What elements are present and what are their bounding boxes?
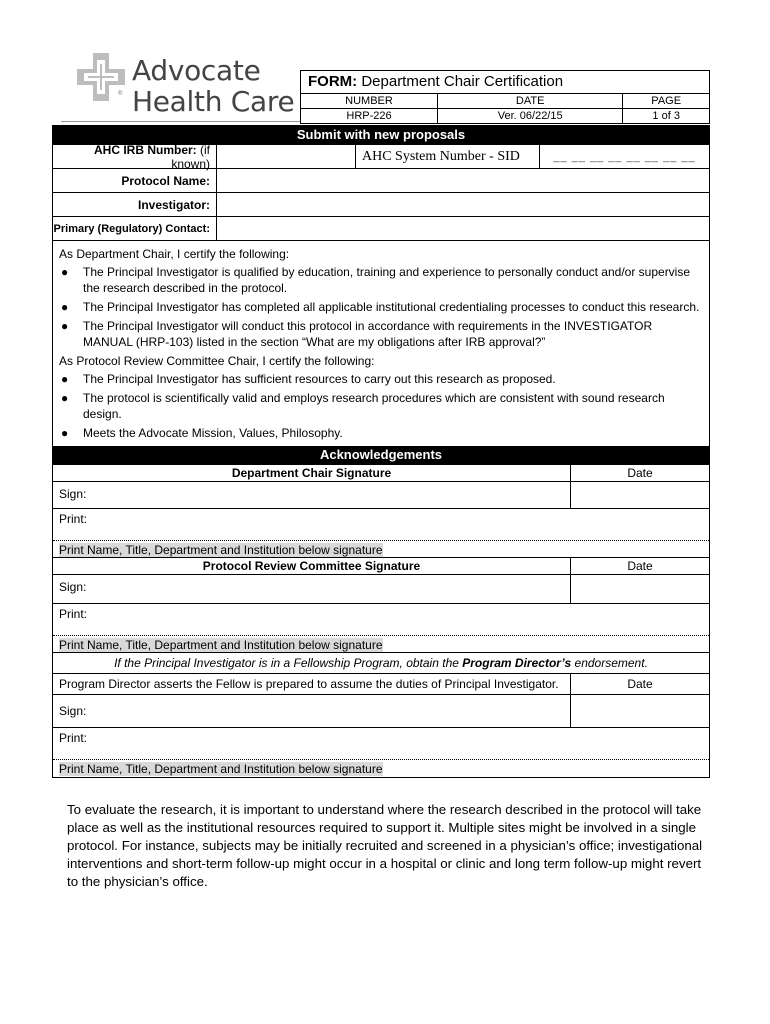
program-director-print-note: [53, 759, 709, 777]
contact-row: [53, 216, 709, 240]
form-title-prefix: FORM:: [308, 73, 358, 90]
irb-hint: (if known): [171, 142, 210, 171]
list-item: [59, 425, 703, 441]
program-director-sign-row: [53, 694, 709, 727]
protocol-name-input[interactable]: [217, 169, 709, 192]
list-item: [59, 299, 703, 315]
chair-print-note: [53, 540, 709, 557]
logo-line-1: Advocate: [132, 54, 261, 87]
investigator-row: [53, 192, 709, 216]
chair-signature-title: Department Chair Signature: [231, 466, 392, 480]
chair-date-label: Date: [570, 465, 709, 481]
acknowledgements-bar: Acknowledgements: [53, 446, 709, 464]
fellowship-text-bold: Program Director’s: [462, 656, 572, 670]
program-director-statement: Program Director asserts the Fellow is prepared to assume the duties of Principal Investigator.: [59, 677, 559, 691]
meta-val-page: 1 of 3: [623, 109, 710, 124]
bullet-icon: ●: [61, 426, 69, 440]
list-item: [59, 390, 703, 422]
fellowship-instruction: [53, 652, 709, 673]
committee-date-field[interactable]: [570, 575, 709, 603]
logo-wordmark: [132, 55, 294, 117]
committee-date-label: Date: [570, 558, 709, 574]
program-director-date-label: Date: [570, 674, 709, 694]
protocol-name-label: Protocol Name:: [53, 169, 217, 192]
meta-val-number: HRP-226: [301, 109, 438, 124]
irb-label-text: AHC IRB Number:: [93, 142, 197, 157]
bullet-icon: ●: [61, 265, 69, 279]
logo-underline: [61, 121, 301, 122]
committee-intro: As Protocol Review Committee Chair, I certify the following:: [59, 354, 375, 368]
committee-item-2: The protocol is scientifically valid and employs research procedures which are consistent with sound research design.: [83, 391, 665, 421]
fellowship-text-post: endorsement.: [571, 656, 648, 670]
chair-print-field[interactable]: Print:: [53, 508, 709, 540]
sid-label: [356, 145, 540, 168]
committee-print-note: [53, 635, 709, 652]
contact-label: Primary (Regulatory) Contact:: [53, 217, 217, 240]
committee-item-3: Meets the Advocate Mission, Values, Philosophy.: [83, 426, 343, 440]
bullet-icon: ●: [61, 300, 69, 314]
submit-bar: Submit with new proposals: [53, 126, 709, 144]
investigator-input[interactable]: [217, 193, 709, 216]
committee-sign-field[interactable]: Sign:: [59, 580, 87, 594]
program-director-sign-field[interactable]: Sign:: [59, 704, 87, 718]
sid-label-text: AHC System Number - SID: [362, 148, 520, 164]
fellowship-text-pre: If the Principal Investigator is in a Fellowship Program, obtain the: [114, 656, 463, 670]
bullet-icon: ●: [61, 391, 69, 405]
irb-label: [53, 142, 217, 171]
meta-val-date: Ver. 06/22/15: [438, 109, 623, 124]
bullet-icon: ●: [61, 372, 69, 386]
investigator-label: Investigator:: [53, 193, 217, 216]
form-title-text: Department Chair Certification: [361, 73, 564, 90]
form-meta-table: [300, 93, 710, 124]
committee-signature-header: [53, 557, 709, 574]
sid-number-input[interactable]: __ __ __ __ __ __ __ __: [553, 150, 696, 163]
committee-print-note-text: Print Name, Title, Department and Institution below signature: [59, 638, 383, 652]
chair-item-2: The Principal Investigator has completed all applicable institutional credentialing processes to conduct this research.: [83, 300, 700, 314]
certification-form: [52, 125, 710, 778]
contact-input[interactable]: [217, 217, 709, 240]
committee-sign-row: [53, 574, 709, 603]
program-director-header: [53, 673, 709, 694]
program-director-date-field[interactable]: [570, 695, 709, 727]
program-director-print-field[interactable]: Print:: [53, 727, 709, 759]
meta-col-date: DATE: [438, 94, 623, 109]
committee-print-field[interactable]: Print:: [53, 603, 709, 635]
list-item: [59, 264, 703, 296]
irb-number-input[interactable]: [217, 145, 356, 168]
bullet-icon: ●: [61, 319, 69, 333]
protocol-name-row: [53, 168, 709, 192]
certification-statements: [53, 240, 709, 446]
list-item: [59, 318, 703, 350]
logo-line-2: Health Care: [132, 85, 295, 118]
chair-date-field[interactable]: [570, 482, 709, 508]
committee-signature-title: Protocol Review Committee Signature: [202, 559, 421, 573]
chair-item-3: The Principal Investigator will conduct this protocol in accordance with requirements in the INVESTIGATOR MANUAL (HRP-103) listed in the section “What are my obligations after IRB approval?”: [83, 319, 653, 349]
committee-item-1: The Principal Investigator has sufficient resources to carry out this research as proposed.: [83, 372, 556, 386]
chair-item-1: The Principal Investigator is qualified by education, training and experience to personally conduct and/or supervise the research described in the protocol.: [83, 265, 691, 295]
logo-registered-mark: ®: [118, 91, 123, 97]
meta-col-page: PAGE: [623, 94, 710, 109]
list-item: [59, 371, 703, 387]
chair-print-note-text: Print Name, Title, Department and Institution below signature: [59, 543, 383, 557]
chair-sign-field[interactable]: Sign:: [59, 487, 87, 501]
form-title: [308, 73, 563, 90]
chair-intro: As Department Chair, I certify the following:: [59, 247, 290, 261]
closing-paragraph: To evaluate the research, it is important to understand where the research described in the protocol will take place as well as the institutional resources required to support it. Multiple sites might be involved in a single protocol. For instance, subjects may be initially recruited and screened in a physician’s office; investigational interventions and short-term follow-up might occur in a hospital or clinic and long term follow-up might revert to the physician’s office.: [67, 802, 703, 889]
chair-sign-row: [53, 481, 709, 508]
program-director-print-note-text: Print Name, Title, Department and Institution below signature: [59, 762, 383, 776]
chair-signature-header: [53, 464, 709, 481]
irb-row: [53, 142, 709, 171]
meta-col-number: NUMBER: [301, 94, 438, 109]
